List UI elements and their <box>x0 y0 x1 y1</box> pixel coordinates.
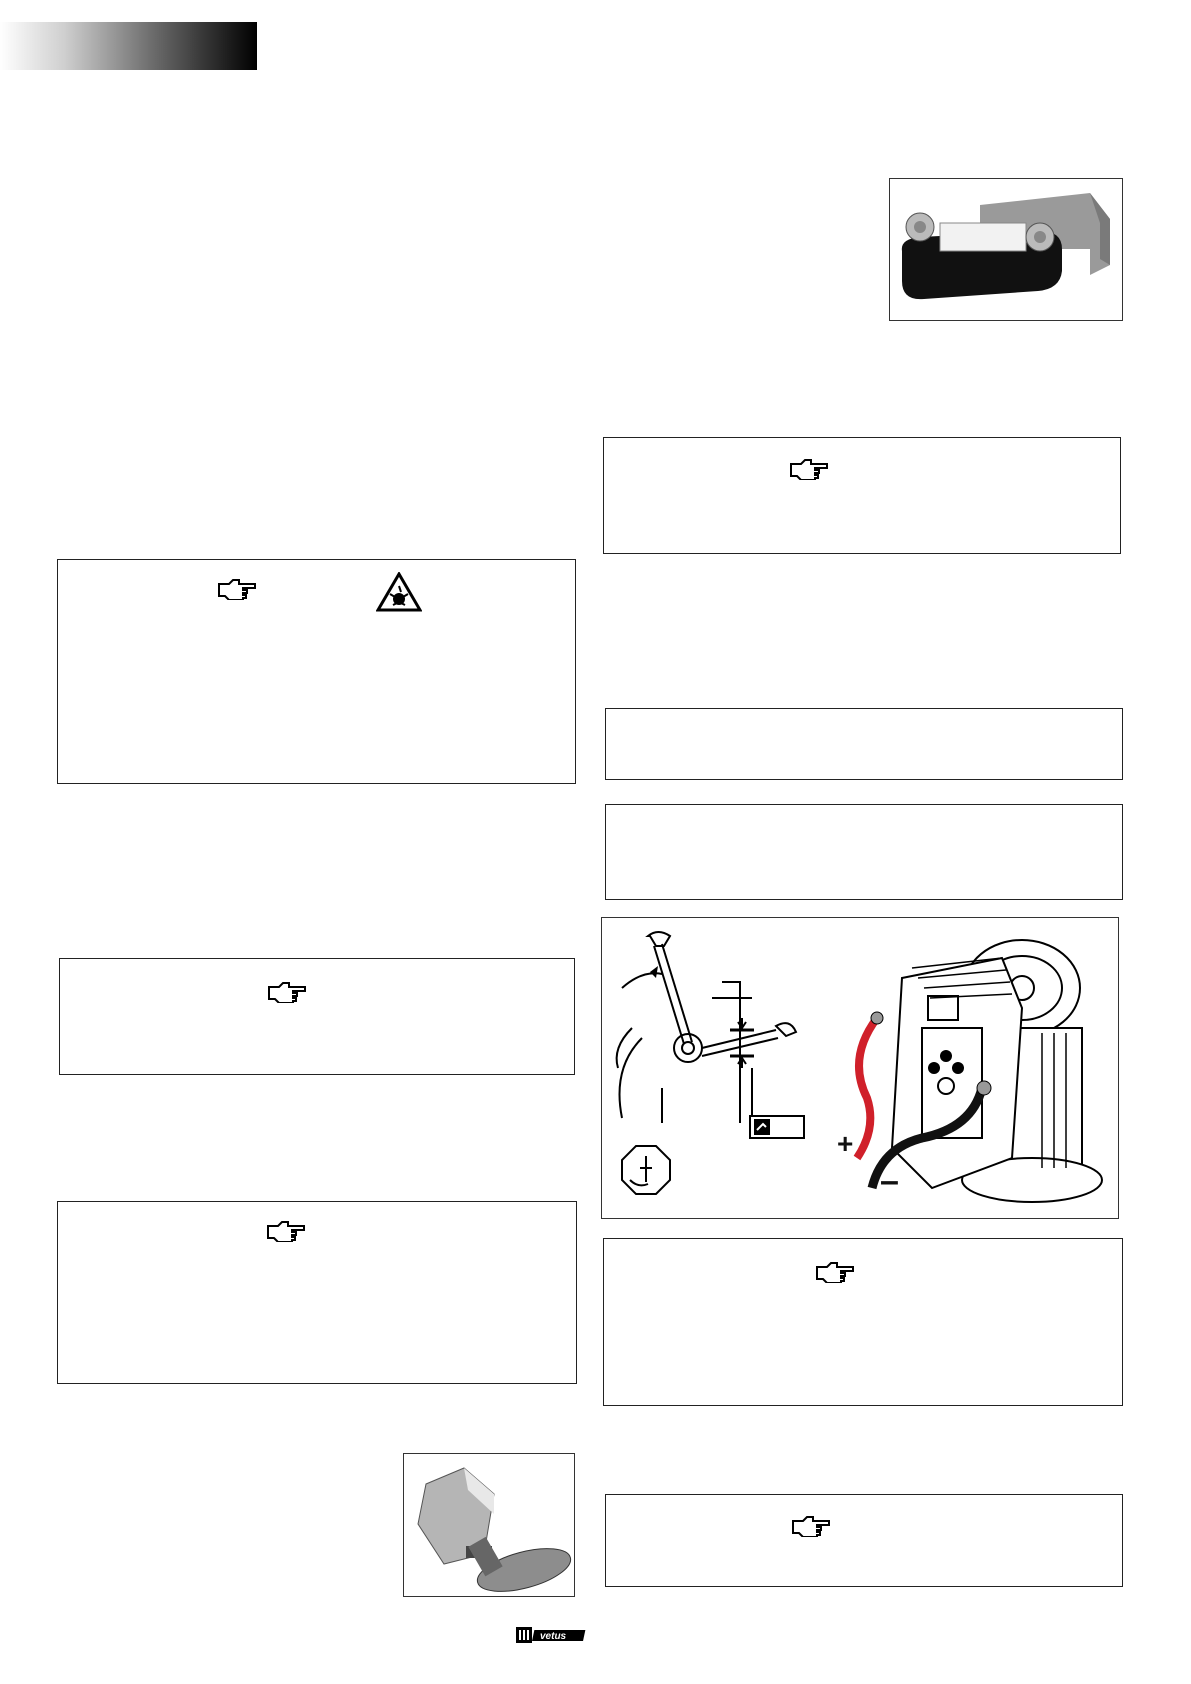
warning-box-explosion <box>57 559 576 784</box>
cable-connection-figure <box>601 917 1119 1219</box>
svg-text:vetus: vetus <box>540 1631 567 1642</box>
section-header-bar <box>0 22 257 70</box>
negative-terminal-label: – <box>880 1162 899 1200</box>
torque-wrench-icon <box>754 1119 770 1135</box>
note-box-3 <box>605 804 1123 900</box>
battery-switch-photo <box>403 1453 575 1597</box>
pointing-hand-icon <box>792 1515 830 1542</box>
pointing-hand-icon <box>790 458 828 485</box>
note-box-4 <box>59 958 575 1075</box>
rotation-direction-icon <box>622 1146 670 1194</box>
positive-cable <box>857 1018 877 1158</box>
note-box-6 <box>57 1201 577 1384</box>
note-box-5 <box>603 1238 1123 1406</box>
positive-terminal-label: + <box>837 1128 854 1159</box>
fuse-holder-photo <box>889 178 1123 321</box>
pointing-hand-icon <box>268 981 306 1008</box>
note-box-1 <box>603 437 1121 554</box>
pointing-hand-icon <box>267 1220 305 1247</box>
note-box-2 <box>605 708 1123 780</box>
note-box-7 <box>605 1494 1123 1587</box>
pointing-hand-icon <box>218 578 256 605</box>
pointing-hand-icon <box>816 1261 854 1288</box>
explosion-warning-icon <box>376 572 422 617</box>
vetus-logo <box>516 1627 586 1643</box>
